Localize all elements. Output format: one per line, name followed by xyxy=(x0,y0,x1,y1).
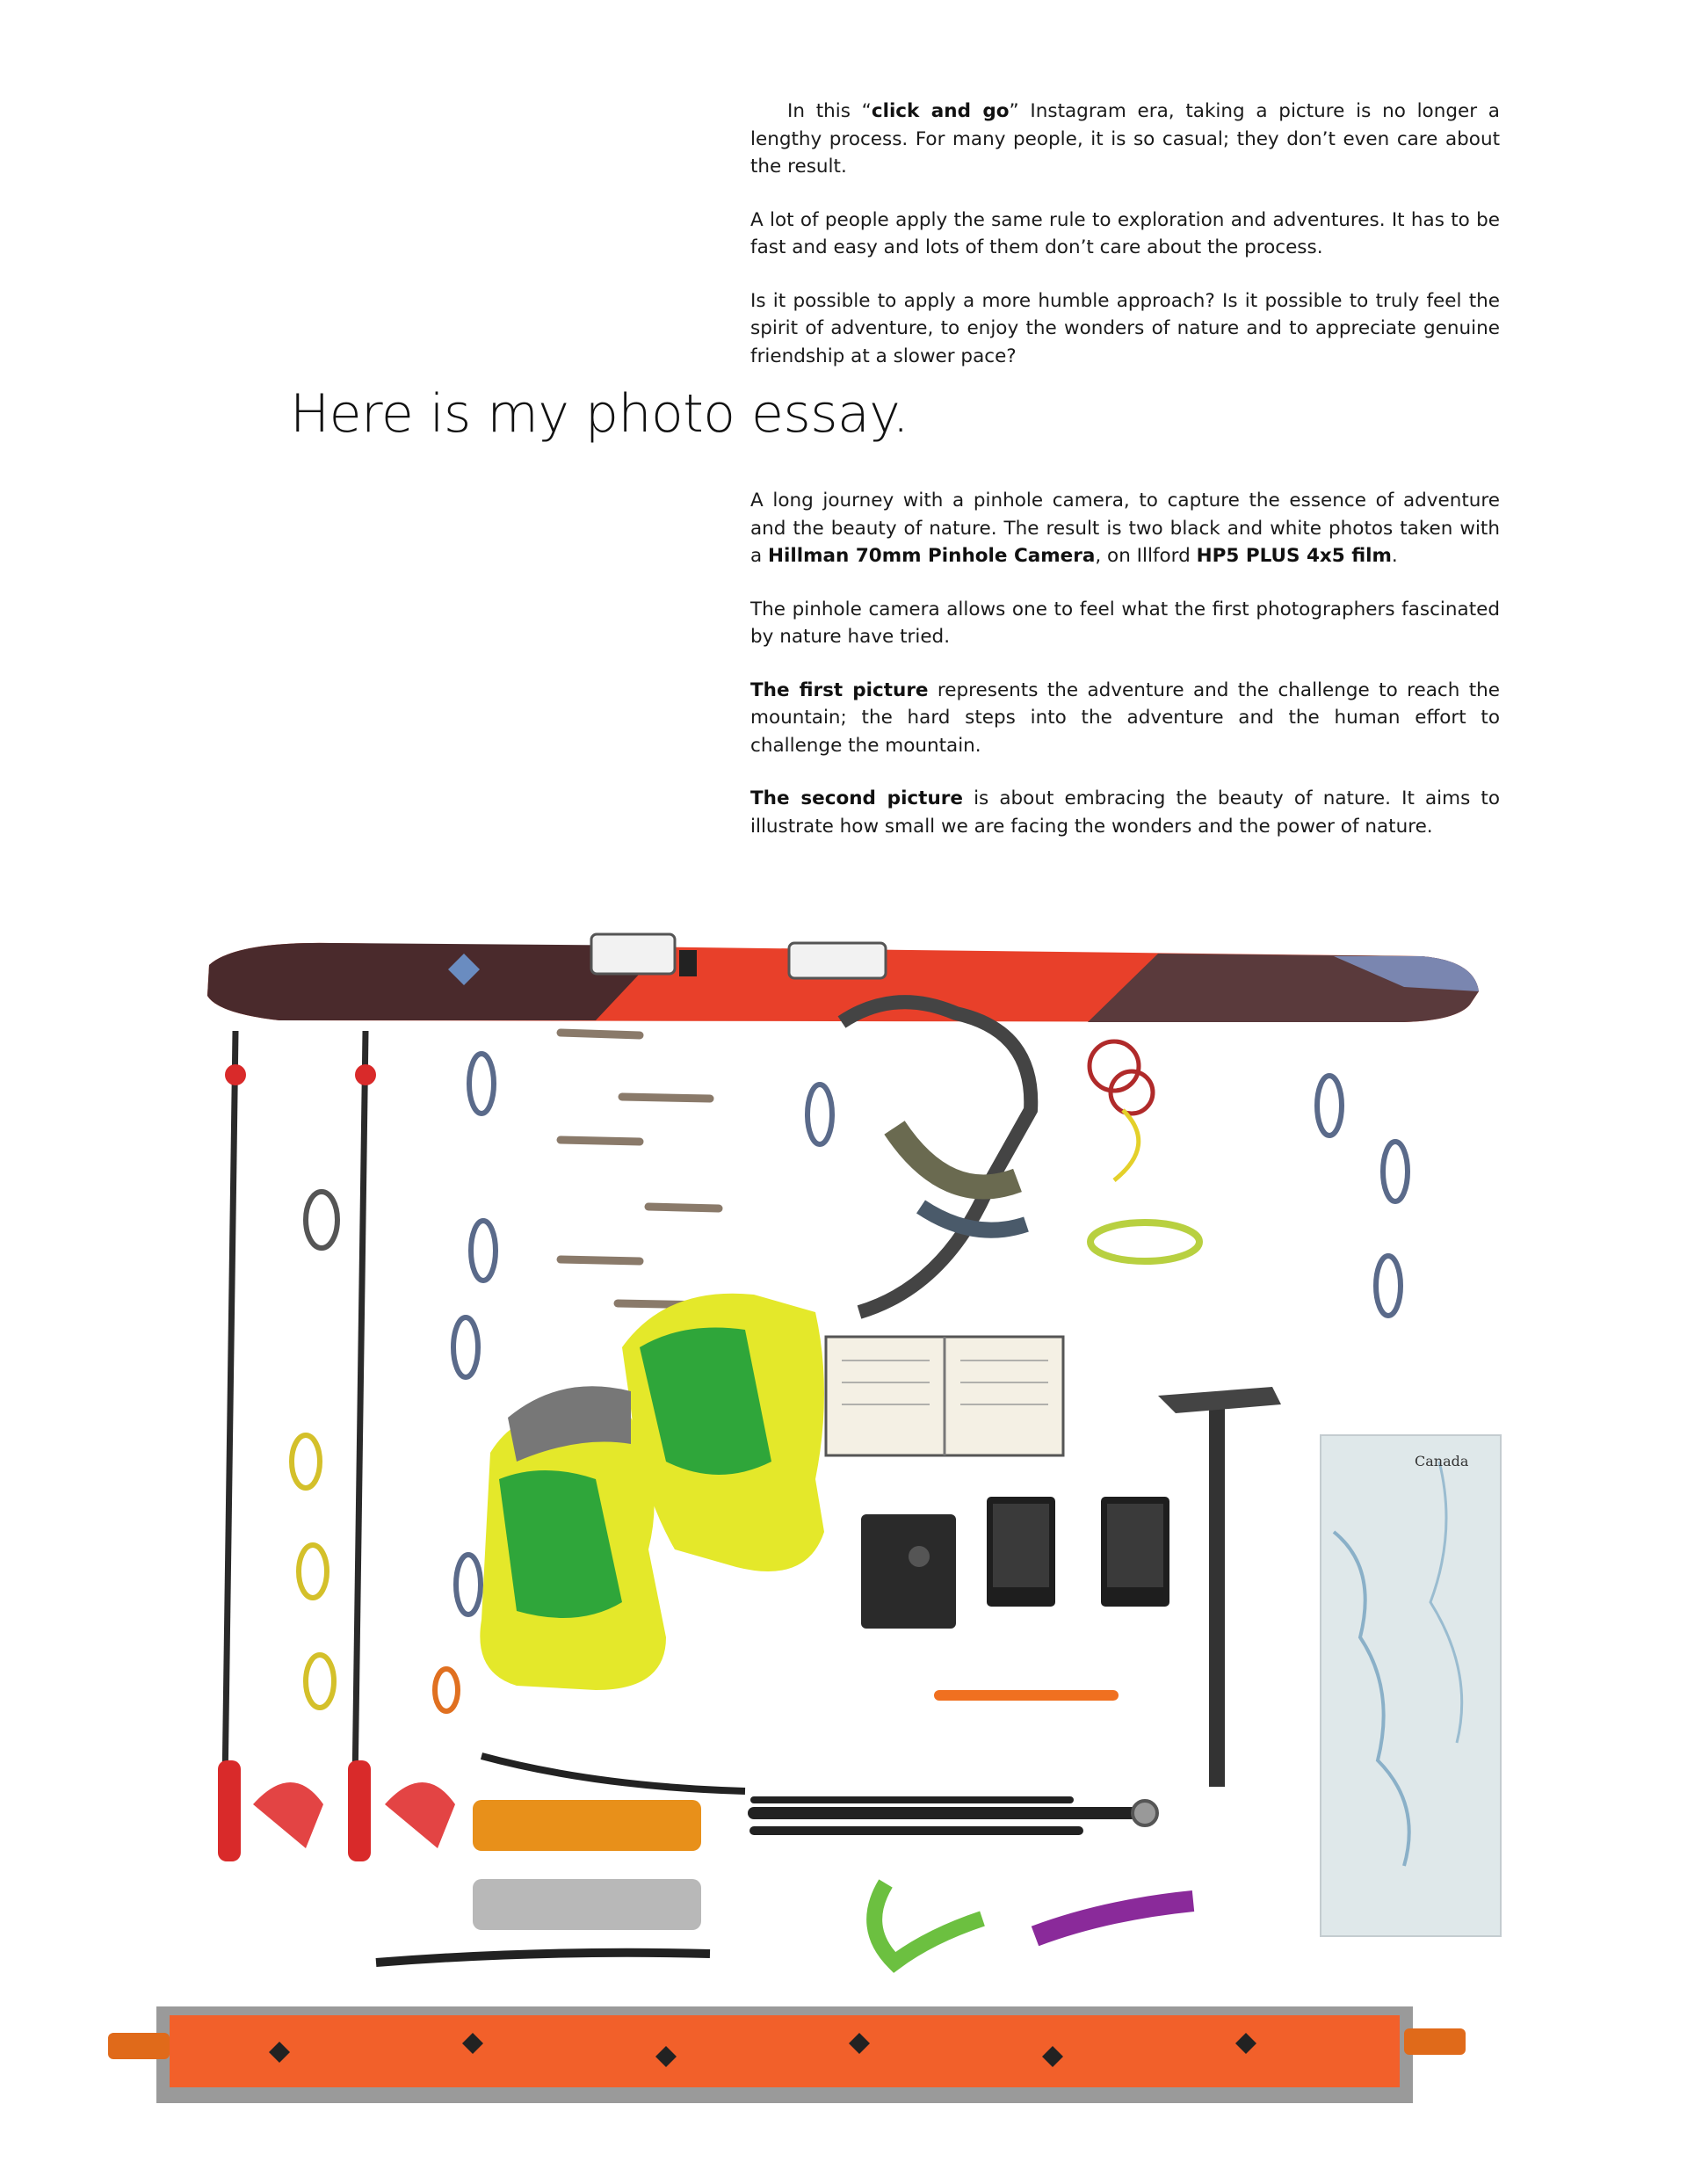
essay-paragraph-4: The second picture is about embracing the beauty of nature. It aims to illustrate how small we are facing the wonders and the power of nature. xyxy=(750,787,1500,838)
gear-flatlay-photo xyxy=(104,917,1589,2121)
tripod xyxy=(754,1800,1157,1831)
ski xyxy=(207,934,1479,1022)
essay-text xyxy=(750,487,1500,866)
rope-coil xyxy=(1090,1041,1153,1180)
purple-sling xyxy=(1035,1901,1193,1936)
emphasis-click-and-go: click and go xyxy=(871,100,1010,122)
essay-paragraph-1: A long journey with a pinhole camera, to capture the essence of adventure and the beauty of nature. The result is two black and white photos taken with a Hillman 70mm Pinhole Camera, on Illford HP5 PLUS 4x5 film. xyxy=(750,490,1500,567)
intro-paragraph-3: Is it possible to apply a more humble approach? Is it possible to truly feel the spirit of adventure, to enjoy the wonders of nature and to appreciate genuine friendship at a slower pace? xyxy=(750,289,1500,367)
harness xyxy=(842,1002,1031,1312)
intro-text xyxy=(750,98,1500,395)
notebook xyxy=(826,1337,1063,1455)
essay-paragraph-3: The first picture represents the adventure and the challenge to reach the mountain; the hard steps into the adventure and the human effort to challenge the mountain. xyxy=(750,678,1500,757)
green-sling xyxy=(874,1883,982,1963)
headline: Here is my photo essay. xyxy=(290,383,909,445)
ice-screws xyxy=(561,1033,719,1305)
gear-flatlay-illustration xyxy=(104,917,1589,2121)
map xyxy=(1321,1435,1501,1936)
ice-axe xyxy=(1158,1387,1281,1787)
climbing-skin xyxy=(108,2006,1466,2103)
camera-and-film-holders xyxy=(861,1497,1169,1629)
essay-paragraph-2: The pinhole camera allows one to feel what the first photographers fascinated by nature have tried. xyxy=(750,598,1500,648)
ski-poles xyxy=(225,1031,366,1787)
intro-paragraph-1: In this “click and go” Instagram era, taking a picture is no longer a lengthy process. For many people, it is so casual; they don’t even care about the result. xyxy=(750,100,1500,178)
sling xyxy=(1090,1223,1199,1261)
intro-paragraph-2: A lot of people apply the same rule to exploration and adventures. It has to be fast and easy and lots of them don’t care about the process. xyxy=(750,208,1500,258)
strap xyxy=(934,1690,1119,1701)
ski-boots xyxy=(480,1294,824,1690)
map-label: Canada xyxy=(1415,1453,1469,1469)
